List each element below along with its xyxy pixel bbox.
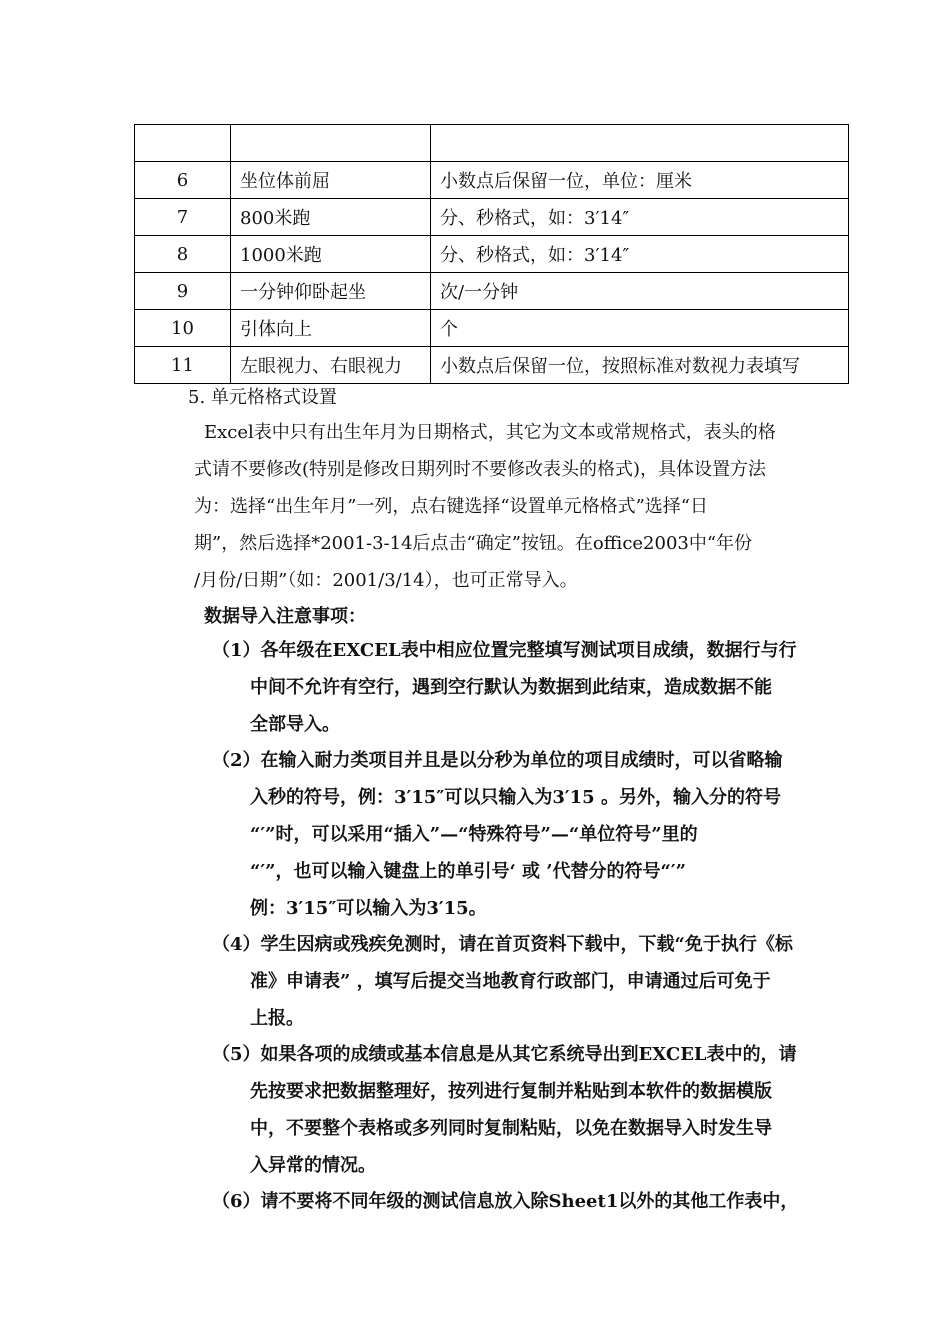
note-line: （2）在输入耐力类项目并且是以分秒为单位的项目成绩时，可以省略输 [212,750,783,771]
section-heading: 5. 单元格格式设置 [188,387,337,408]
note-line: （6）请不要将不同年级的测试信息放入除Sheet1以外的其他工作表中， [212,1191,799,1212]
table-row [135,162,849,199]
paragraph-line: /月份/日期”（如：2001/3/14），也可正常导入。 [194,570,578,591]
item-name-cell: 左眼视力、右眼视力 [231,347,431,384]
item-format-cell: 小数点后保留一位，单位：厘米 [431,162,849,199]
item-number-cell: 9 [135,273,231,310]
item-name-cell: 1000米跑 [231,236,431,273]
item-name-cell: 一分钟仰卧起坐 [231,273,431,310]
paragraph-line: 为：选择“出生年月”一列，点右键选择“设置单元格格式”选择“日 [194,496,709,517]
item-format-cell: 小数点后保留一位，按照标准对数视力表填写 [431,347,849,384]
note-line: （5）如果各项的成绩或基本信息是从其它系统导出到EXCEL表中的，请 [212,1044,797,1065]
item-format-cell [431,125,849,162]
item-format-cell: 分、秒格式，如：3′14″ [431,199,849,236]
note-line: 全部导入。 [250,714,340,735]
item-name-cell: 引体向上 [231,310,431,347]
table-row [135,199,849,236]
item-number-cell: 11 [135,347,231,384]
item-format-cell: 次/一分钟 [431,273,849,310]
note-line: 中间不允许有空行，遇到空行默认为数据到此结束，造成数据不能 [250,677,772,698]
note-line: 先按要求把数据整理好，按列进行复制并粘贴到本软件的数据模版 [250,1081,772,1102]
item-format-cell: 个 [431,310,849,347]
item-number-cell: 10 [135,310,231,347]
item-name-cell: 坐位体前屈 [231,162,431,199]
test-items-table [134,124,849,384]
note-line: 准》申请表” ，填写后提交当地教育行政部门，申请通过后可免于 [250,971,771,992]
note-line: “′”时，可以采用“插入”—“特殊符号”—“单位符号”里的 [250,824,698,845]
table-row [135,125,849,162]
table-row [135,236,849,273]
paragraph-line: Excel表中只有出生年月为日期格式，其它为文本或常规格式，表头的格 [204,422,776,443]
notes-heading: 数据导入注意事项： [204,606,366,627]
item-number-cell [135,125,231,162]
item-number-cell: 6 [135,162,231,199]
note-line: 入异常的情况。 [250,1155,376,1176]
table-row [135,347,849,384]
item-number-cell: 8 [135,236,231,273]
note-line: （4）学生因病或残疾免测时，请在首页资料下载中，下载“免于执行《标 [212,934,793,955]
table-row [135,273,849,310]
table-row [135,310,849,347]
item-format-cell: 分、秒格式，如：3′14″ [431,236,849,273]
item-name-cell [231,125,431,162]
note-line: “′”，也可以输入键盘上的单引号‘ 或 ’代替分的符号“′” [250,861,686,882]
item-name-cell: 800米跑 [231,199,431,236]
item-number-cell: 7 [135,199,231,236]
note-line: 例：3′15″可以输入为3′15。 [250,898,487,919]
note-line: 入秒的符号，例：3′15″可以只输入为3′15 。另外，输入分的符号 [250,787,781,808]
paragraph-line: 期”，然后选择*2001-3-14后点击“确定”按钮。在office2003中“年份 [194,533,753,554]
note-line: （1）各年级在EXCEL表中相应位置完整填写测试项目成绩，数据行与行 [212,640,797,661]
note-line: 中，不要整个表格或多列同时复制粘贴，以免在数据导入时发生导 [250,1118,772,1139]
note-line: 上报。 [250,1008,304,1029]
paragraph-line: 式请不要修改(特别是修改日期列时不要修改表头的格式)，具体设置方法 [194,459,767,480]
